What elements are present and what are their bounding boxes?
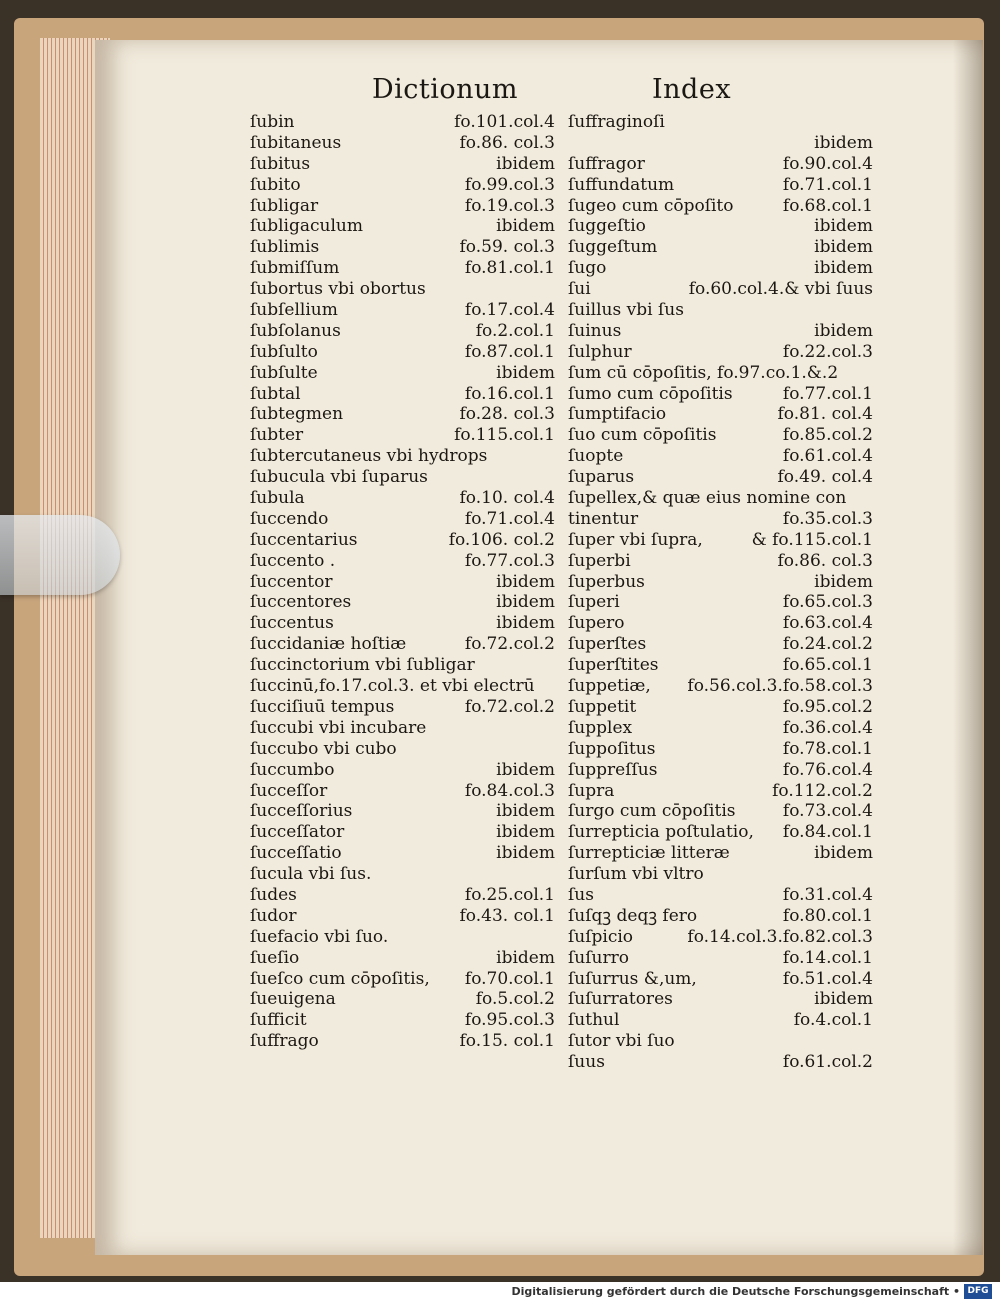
index-term: ſubitaneus <box>250 132 342 153</box>
index-term: ſucula vbi ſus. <box>250 864 372 885</box>
index-reference: ibidem <box>814 132 873 153</box>
index-entry <box>250 969 555 990</box>
index-reference: fo.63.col.4 <box>782 613 873 634</box>
index-entry <box>250 760 555 781</box>
index-term: ſubter <box>250 425 304 446</box>
index-entry <box>568 927 873 948</box>
index-entry <box>568 613 873 634</box>
index-entry <box>568 321 873 342</box>
index-reference: ibidem <box>496 216 555 237</box>
digitization-footer <box>0 1282 1000 1302</box>
index-term: ſubtercutaneus vbi hydrops <box>250 446 488 467</box>
index-term: ſuccentarius <box>250 529 358 550</box>
index-term: ſubin <box>250 112 295 132</box>
index-term: ſubitus <box>250 153 311 174</box>
index-entry <box>250 175 555 196</box>
index-entry <box>250 551 555 572</box>
index-entry <box>568 906 873 927</box>
index-term: ſueſco cum cōpoſitis, <box>250 968 430 989</box>
index-term: ſurſum vbi vltro <box>568 864 704 885</box>
index-term: ſucceſſator <box>250 822 345 843</box>
index-reference: ibidem <box>496 822 555 843</box>
index-reference: fo.31.col.4 <box>782 884 873 905</box>
running-header-left: Dictionum <box>372 74 519 105</box>
index-entry <box>250 592 555 613</box>
index-entry <box>568 948 873 969</box>
index-term: ſubula <box>250 488 305 509</box>
index-reference: fo.106. col.2 <box>448 529 555 550</box>
index-entry <box>250 697 555 718</box>
index-entry <box>568 1031 873 1052</box>
index-term: ſurrepticia poſtulatio, <box>568 822 754 843</box>
index-entry <box>568 467 873 488</box>
index-entry <box>250 655 555 676</box>
index-reference: ibidem <box>814 258 873 279</box>
index-reference: fo.28. col.3 <box>459 404 555 425</box>
index-term: ſuppetit <box>568 696 637 717</box>
index-reference: fo.115.col.1 <box>454 425 555 446</box>
index-entry <box>250 739 555 760</box>
index-reference: fo.99.col.3 <box>464 174 555 195</box>
index-reference: fo.68.col.1 <box>782 195 873 216</box>
index-entry <box>250 404 555 425</box>
index-entry <box>568 384 873 405</box>
index-entry <box>250 843 555 864</box>
index-reference: & fo.115.col.1 <box>751 529 873 550</box>
index-entry <box>250 488 555 509</box>
index-entry <box>568 363 873 384</box>
index-entry <box>568 885 873 906</box>
index-term: ſuccinū,fo.17.col.3. et vbi electrū <box>250 676 535 697</box>
index-reference: fo.72.col.2 <box>464 634 555 655</box>
index-reference: fo.81.col.1 <box>464 258 555 279</box>
index-term: ſupero <box>568 613 625 634</box>
index-term: ſui <box>568 279 591 300</box>
index-entry <box>250 906 555 927</box>
index-term: ſuus <box>568 1052 605 1073</box>
index-entry <box>568 676 873 697</box>
index-reference: fo.81. col.4 <box>777 404 873 425</box>
index-term: ſufficit <box>250 1010 307 1031</box>
index-entry <box>568 425 873 446</box>
index-term: ſuccubo vbi cubo <box>250 738 397 759</box>
index-reference: fo.51.col.4 <box>782 968 873 989</box>
index-entry <box>250 864 555 885</box>
index-term: ſuperſtes <box>568 634 647 655</box>
index-reference: ibidem <box>496 613 555 634</box>
index-entry <box>568 279 873 300</box>
index-entry <box>568 843 873 864</box>
index-reference: fo.10. col.4 <box>459 488 555 509</box>
index-reference: fo.5.col.2 <box>475 989 555 1010</box>
index-term: ſuſurratores <box>568 989 673 1010</box>
index-term: ſuccendo <box>250 508 329 529</box>
index-term: ſubucula vbi ſuparus <box>250 467 428 488</box>
index-entry <box>250 467 555 488</box>
footer-credit: Digitalisierung gefördert durch die Deutsche Forschungsgemeinschaft • <box>511 1285 960 1298</box>
index-entry <box>568 300 873 321</box>
index-reference: fo.85.col.2 <box>782 425 873 446</box>
index-reference: fo.86. col.3 <box>777 550 873 571</box>
index-entry <box>250 634 555 655</box>
index-reference: fo.15. col.1 <box>459 1031 555 1052</box>
index-entry <box>568 1052 873 1073</box>
index-reference: fo.22.col.3 <box>782 341 873 362</box>
index-reference: ibidem <box>814 320 873 341</box>
index-entry <box>250 258 555 279</box>
index-entry <box>250 781 555 802</box>
index-reference: fo.70.col.1 <box>464 968 555 989</box>
index-reference: fo.71.col.4 <box>464 508 555 529</box>
index-term: ſubligar <box>250 195 319 216</box>
index-reference: fo.16.col.1 <box>464 383 555 404</box>
index-column-left <box>250 112 555 1052</box>
index-term: ſubmiſſum <box>250 258 340 279</box>
index-entry <box>568 154 873 175</box>
index-term: ſuffrago <box>250 1031 319 1052</box>
index-column-right <box>568 112 873 1073</box>
index-reference: fo.14.col.3.fo.82.col.3 <box>687 926 873 947</box>
index-entry <box>250 613 555 634</box>
index-entry <box>250 446 555 467</box>
index-entry <box>568 822 873 843</box>
index-reference: ibidem <box>496 759 555 780</box>
index-entry <box>250 572 555 593</box>
index-term: ſuppreſſus <box>568 759 658 780</box>
index-reference: ibidem <box>496 362 555 383</box>
index-term: ſuopte <box>568 446 624 467</box>
index-term: ſueuigena <box>250 989 336 1010</box>
index-term: ſuparus <box>568 467 635 488</box>
index-term: ſuccinctorium vbi ſubligar <box>250 655 475 676</box>
index-term: ſuccentores <box>250 592 352 613</box>
index-reference: fo.84.col.3 <box>464 780 555 801</box>
index-term: ſuffraginoſi <box>568 112 665 132</box>
index-reference: ibidem <box>814 237 873 258</box>
index-reference: ibidem <box>814 571 873 592</box>
index-reference: fo.95.col.2 <box>782 696 873 717</box>
index-term: ſuccentus <box>250 613 334 634</box>
index-entry <box>250 1031 555 1052</box>
index-entry <box>568 781 873 802</box>
index-entry <box>568 989 873 1010</box>
index-reference: ibidem <box>814 216 873 237</box>
index-entry <box>250 196 555 217</box>
index-term: ſuinus <box>568 320 622 341</box>
index-term: ſuccidaniæ hoſtiæ <box>250 634 407 655</box>
index-entry <box>250 300 555 321</box>
index-entry <box>568 488 873 509</box>
index-entry <box>568 969 873 990</box>
index-term: ſuſurrus &,um, <box>568 968 697 989</box>
index-term: ſutor vbi ſuo <box>568 1031 675 1052</box>
index-reference: fo.76.col.4 <box>782 759 873 780</box>
index-entry <box>250 718 555 739</box>
index-reference: fo.101.col.4 <box>454 112 555 132</box>
index-entry <box>568 530 873 551</box>
index-entry <box>250 363 555 384</box>
index-reference: fo.60.col.4.& vbi ſuus <box>688 279 873 300</box>
index-entry <box>568 864 873 885</box>
index-entry <box>250 154 555 175</box>
index-term: ſucciſiuū tempus <box>250 696 395 717</box>
index-term: ſumo cum cōpoſitis <box>568 383 733 404</box>
index-entry <box>568 551 873 572</box>
index-reference: fo.59. col.3 <box>459 237 555 258</box>
index-reference: ibidem <box>496 801 555 822</box>
index-term: ſubſulte <box>250 362 318 383</box>
index-entry <box>568 1010 873 1031</box>
index-entry <box>250 885 555 906</box>
index-entry <box>568 572 873 593</box>
index-entry <box>568 697 873 718</box>
index-reference: fo.17.col.4 <box>464 300 555 321</box>
index-term: ſuperbi <box>568 550 631 571</box>
index-entry <box>250 1010 555 1031</box>
index-term: ſuperi <box>568 592 620 613</box>
index-term: ſueſio <box>250 947 300 968</box>
index-reference: fo.4.col.1 <box>793 1010 873 1031</box>
index-entry <box>568 404 873 425</box>
index-reference: ibidem <box>496 592 555 613</box>
index-reference: ibidem <box>496 947 555 968</box>
index-term: ſuthul <box>568 1010 620 1031</box>
index-reference: fo.77.col.3 <box>464 550 555 571</box>
index-term: ſudor <box>250 905 297 926</box>
index-entry <box>568 718 873 739</box>
index-term: ſubtegmen <box>250 404 344 425</box>
index-term: ſubligaculum <box>250 216 363 237</box>
index-entry <box>568 112 873 133</box>
index-entry <box>568 634 873 655</box>
index-term: ſuggeſtio <box>568 216 646 237</box>
index-entry <box>568 446 873 467</box>
index-term: ſuperbus <box>568 571 645 592</box>
index-reference: fo.61.col.4 <box>782 446 873 467</box>
index-entry <box>568 175 873 196</box>
index-term: ſubito <box>250 174 301 195</box>
index-reference: fo.112.col.2 <box>772 780 873 801</box>
index-entry <box>250 509 555 530</box>
index-term: ſurgo cum cōpoſitis <box>568 801 736 822</box>
index-term: ſuperſtites <box>568 655 659 676</box>
index-reference: fo.25.col.1 <box>464 884 555 905</box>
index-term: ſubortus vbi obortus <box>250 279 426 300</box>
index-entry <box>250 425 555 446</box>
index-entry <box>568 655 873 676</box>
index-reference: fo.2.col.1 <box>475 320 555 341</box>
index-entry <box>250 801 555 822</box>
index-reference: fo.73.col.4 <box>782 801 873 822</box>
index-reference: ibidem <box>814 989 873 1010</box>
index-reference: fo.65.col.1 <box>782 655 873 676</box>
index-reference: fo.56.col.3.fo.58.col.3 <box>687 676 873 697</box>
index-entry <box>250 822 555 843</box>
index-entry <box>250 133 555 154</box>
index-term: ſucceſſorius <box>250 801 353 822</box>
index-entry <box>568 133 873 154</box>
index-entry <box>568 739 873 760</box>
index-entry <box>250 384 555 405</box>
running-header-right: Index <box>652 74 732 105</box>
index-term: ſumptifacio <box>568 404 667 425</box>
index-reference: ibidem <box>496 571 555 592</box>
index-reference: fo.49. col.4 <box>777 467 873 488</box>
index-reference: ibidem <box>496 843 555 864</box>
index-entry <box>250 279 555 300</box>
index-term: ſuffundatum <box>568 174 675 195</box>
index-term: ſuſqꝫ deqꝫ fero <box>568 905 698 926</box>
index-reference: fo.61.col.2 <box>782 1052 873 1073</box>
spine-shadow <box>953 40 983 1255</box>
index-entry <box>250 112 555 133</box>
index-term: ſuccubi vbi incubare <box>250 717 427 738</box>
index-term: ſuefacio vbi ſuo. <box>250 926 389 947</box>
index-reference: fo.77.col.1 <box>782 383 873 404</box>
index-reference: fo.14.col.1 <box>782 947 873 968</box>
index-term: ſucceſſor <box>250 780 328 801</box>
index-entry <box>568 216 873 237</box>
index-term: ſuppetiæ, <box>568 676 651 697</box>
index-reference: fo.72.col.2 <box>464 696 555 717</box>
index-entry <box>250 948 555 969</box>
index-term: ſuper vbi ſupra, <box>568 529 703 550</box>
index-reference: fo.84.col.1 <box>782 822 873 843</box>
index-term: ſucceſſatio <box>250 843 342 864</box>
index-term: ſubſulto <box>250 341 318 362</box>
bookmark-clip <box>0 515 120 595</box>
index-entry <box>250 237 555 258</box>
index-term: ſupra <box>568 780 615 801</box>
index-entry <box>250 927 555 948</box>
index-term: ſuggeſtum <box>568 237 658 258</box>
index-term: ſuſurro <box>568 947 629 968</box>
index-reference: ibidem <box>814 843 873 864</box>
index-term: ſublimis <box>250 237 320 258</box>
index-term: ſugo <box>568 258 607 279</box>
index-term: ſulphur <box>568 341 632 362</box>
index-term: ſuo cum cōpoſitis <box>568 425 717 446</box>
index-term: ſuillus vbi ſus <box>568 300 684 321</box>
index-reference: ibidem <box>496 153 555 174</box>
index-entry <box>250 342 555 363</box>
index-term: ſubſolanus <box>250 320 341 341</box>
index-entry <box>250 321 555 342</box>
index-term: ſubtal <box>250 383 301 404</box>
index-reference: fo.19.col.3 <box>464 195 555 216</box>
index-term: ſuccentor <box>250 571 333 592</box>
index-entry <box>568 760 873 781</box>
index-reference: fo.71.col.1 <box>782 174 873 195</box>
index-reference: fo.36.col.4 <box>782 717 873 738</box>
dfg-logo: DFG <box>964 1284 992 1299</box>
index-entry <box>568 801 873 822</box>
index-entry <box>568 258 873 279</box>
index-term: ſubſellium <box>250 300 338 321</box>
index-reference: fo.43. col.1 <box>459 905 555 926</box>
index-reference: fo.87.col.1 <box>464 341 555 362</box>
index-term: ſus <box>568 884 594 905</box>
index-entry <box>250 216 555 237</box>
index-entry <box>568 342 873 363</box>
index-term: ſurrepticiæ litteræ <box>568 843 730 864</box>
index-term: ſuccento . <box>250 550 336 571</box>
index-entry <box>250 530 555 551</box>
index-term: ſum cū cōpoſitis, fo.97.co.1.&.2 <box>568 362 839 383</box>
index-term: ſuccumbo <box>250 759 335 780</box>
index-term: ſuffragor <box>568 153 645 174</box>
index-entry <box>568 509 873 530</box>
index-reference: fo.86. col.3 <box>459 132 555 153</box>
index-term: ſuppoſitus <box>568 738 656 759</box>
index-entry <box>568 196 873 217</box>
index-term: ſupplex <box>568 717 633 738</box>
index-term: ſupellex,& quæ eius nomine con <box>568 488 847 509</box>
index-term: ſugeo cum cōpoſito <box>568 195 734 216</box>
index-reference: fo.80.col.1 <box>782 905 873 926</box>
index-term: ſuſpicio <box>568 926 634 947</box>
index-reference: fo.65.col.3 <box>782 592 873 613</box>
index-entry <box>250 676 555 697</box>
index-reference: fo.78.col.1 <box>782 738 873 759</box>
index-entry <box>568 592 873 613</box>
index-reference: fo.95.col.3 <box>464 1010 555 1031</box>
index-entry <box>568 237 873 258</box>
index-reference: fo.90.col.4 <box>782 153 873 174</box>
index-reference: fo.35.col.3 <box>782 508 873 529</box>
index-term: tinentur <box>568 508 639 529</box>
index-reference: fo.24.col.2 <box>782 634 873 655</box>
index-term: ſudes <box>250 884 297 905</box>
index-entry <box>250 989 555 1010</box>
